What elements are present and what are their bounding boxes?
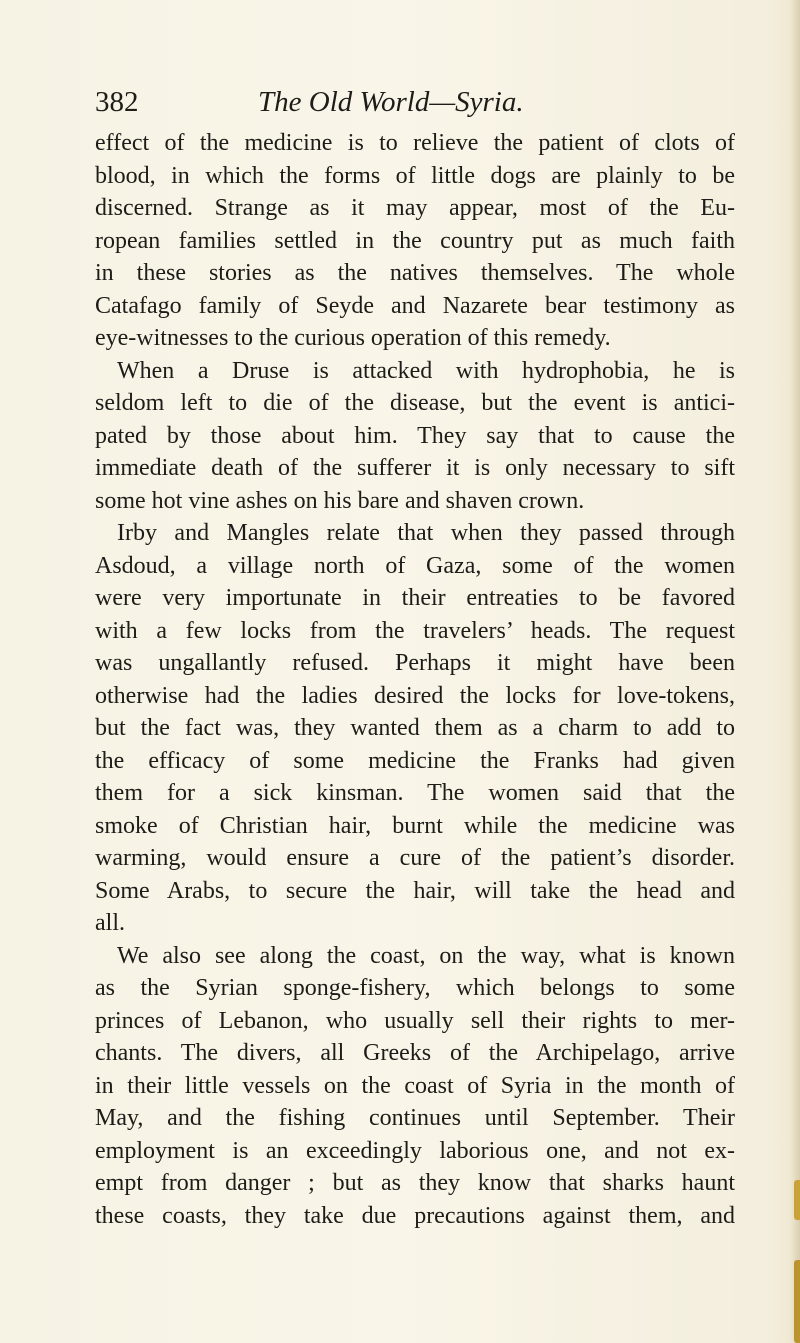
paragraph-first-line: Irby and Mangles relate that when they passed through <box>117 520 735 546</box>
text-line: eye-witnesses to the curious operation of this remedy. <box>95 325 611 351</box>
text-line: was ungallantly refused. Perhaps it might have been <box>95 650 735 676</box>
text-line: but the fact was, they wanted them as a charm to add to <box>95 715 735 741</box>
text-line: discerned. Strange as it may appear, most of the Eu- <box>95 195 735 221</box>
text-line: these coasts, they take due precautions against them, and <box>95 1202 735 1229</box>
text-line: as the Syrian sponge-fishery, which belongs to some <box>95 975 735 1001</box>
text-line: seldom left to die of the disease, but the event is antici- <box>95 390 735 416</box>
text-line: May, and the fishing continues until September. Their <box>95 1105 735 1131</box>
text-line: all. <box>95 910 125 936</box>
gilt-edge-mark <box>794 1260 800 1343</box>
body-text <box>95 127 735 1232</box>
page-edge-shadow <box>790 0 800 1343</box>
text-line: pated by those about him. They say that to cause the <box>95 422 735 449</box>
text-line: Some Arabs, to secure the hair, will take the head and <box>95 877 735 904</box>
text-line: them for a sick kinsman. The women said that the <box>95 780 735 806</box>
text-line: in their little vessels on the coast of Syria in the month of <box>95 1072 735 1099</box>
text-line: effect of the medicine is to relieve the patient of clots of <box>95 130 735 156</box>
text-line: Catafago family of Seyde and Nazarete bear testimony as <box>95 292 735 319</box>
text-line: immediate death of the sufferer it is only necessary to sift <box>95 455 735 481</box>
running-title: The Old World—Syria. <box>258 86 524 118</box>
text-line: smoke of Christian hair, burnt while the medicine was <box>95 812 735 839</box>
page-header <box>95 82 735 122</box>
paragraph-first-line: We also see along the coast, on the way, what is known <box>117 942 735 969</box>
text-line: empt from danger ; but as they know that sharks haunt <box>95 1170 735 1196</box>
text-line: blood, in which the forms of little dogs are plainly to be <box>95 162 735 189</box>
text-line: otherwise had the ladies desired the locks for love-tokens, <box>95 682 735 709</box>
text-line: were very importunate in their entreaties to be favored <box>95 585 735 611</box>
text-line: in these stories as the natives themselves. The whole <box>95 260 735 286</box>
text-line: ropean families settled in the country put as much faith <box>95 227 735 254</box>
text-line: chants. The divers, all Greeks of the Archipelago, arrive <box>95 1040 735 1066</box>
text-line: employment is an exceedingly laborious one, and not ex- <box>95 1137 735 1164</box>
text-line: warming, would ensure a cure of the patient’s disorder. <box>95 845 735 871</box>
paragraph-first-line: When a Druse is attacked with hydrophobia, he is <box>117 357 735 384</box>
gilt-edge-mark <box>794 1180 800 1220</box>
text-line: with a few locks from the travelers’ heads. The request <box>95 617 735 644</box>
text-line: princes of Lebanon, who usually sell their rights to mer- <box>95 1007 735 1034</box>
text-line: the efficacy of some medicine the Franks had given <box>95 747 735 774</box>
text-line: some hot vine ashes on his bare and shaven crown. <box>95 487 585 514</box>
text-line: Asdoud, a village north of Gaza, some of the women <box>95 552 735 579</box>
page-number: 382 <box>95 86 139 118</box>
